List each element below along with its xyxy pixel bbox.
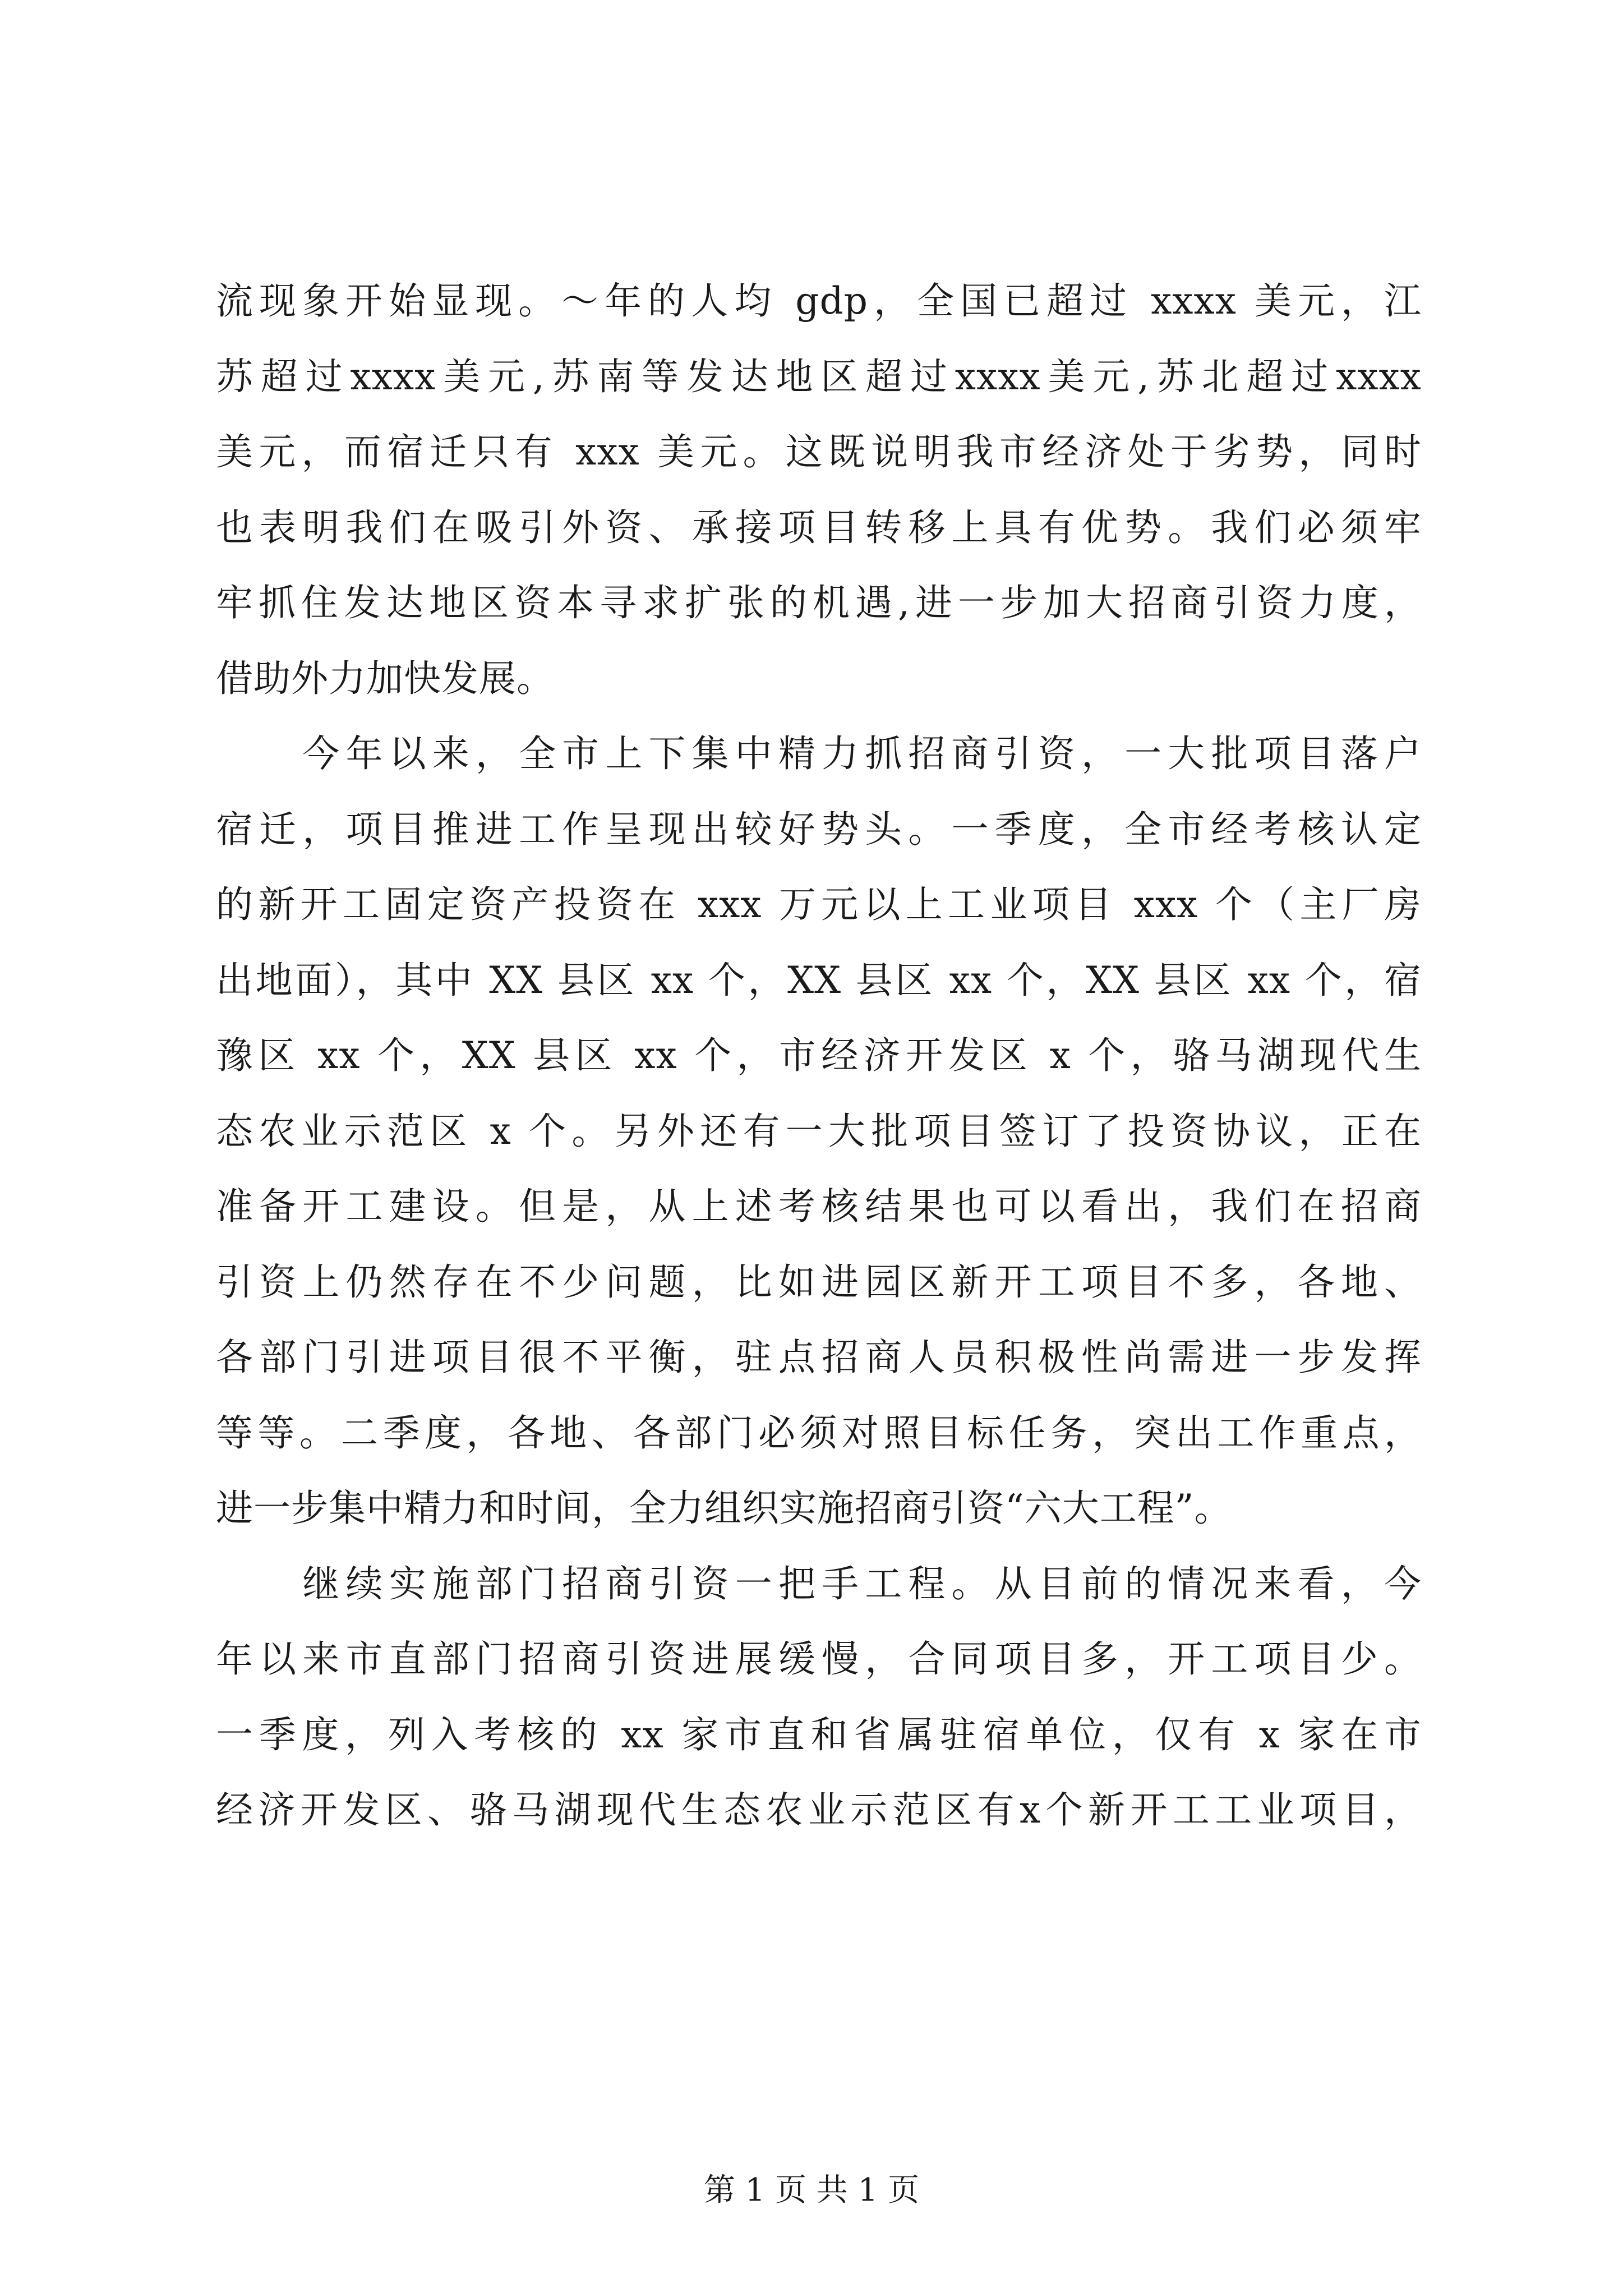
text-line: 一季度，列入考核的 xx 家市直和省属驻宿单位，仅有 x 家在市 <box>216 1713 1422 1756</box>
text-line: 美元，而宿迁只有 xxx 美元。这既说明我市经济处于劣势，同时 <box>216 430 1422 473</box>
text-line: 今年以来，全市上下集中精力抓招商引资，一大批项目落户 <box>216 732 1422 775</box>
text-line: 继续实施部门招商引资一把手工程。从目前的情况来看，今 <box>216 1562 1422 1605</box>
text-line: 宿迁，项目推进工作呈现出较好势头。一季度，全市经考核认定 <box>216 807 1422 851</box>
document-body <box>216 264 1422 1848</box>
text-line: 借助外力加快发展。 <box>216 656 554 700</box>
text-line: 各部门引进项目很不平衡，驻点招商人员积极性尚需进一步发挥 <box>216 1336 1422 1379</box>
text-line: 出地面），其中 XX 县区 xx 个，XX 县区 xx 个，XX 县区 xx 个，宿 <box>216 958 1422 1002</box>
text-line: 引资上仍然存在不少问题，比如进园区新开工项目不多，各地、 <box>216 1260 1422 1304</box>
text-line: 经济开发区、骆马湖现代生态农业示范区有x个新开工工业项目， <box>216 1788 1422 1832</box>
page-number-label: 第 1 页 共 1 页 <box>703 2172 920 2208</box>
text-line: 等等。二季度，各地、各部门必须对照目标任务，突出工作重点， <box>216 1411 1422 1455</box>
text-line: 流现象开始显现。～年的人均 gdp，全国已超过 xxxx 美元，江 <box>216 279 1422 323</box>
text-line: 的新开工固定资产投资在 xxx 万元以上工业项目 xxx 个（主厂房 <box>216 883 1422 926</box>
text-line: 态农业示范区 x 个。另外还有一大批项目签订了投资协议，正在 <box>216 1109 1422 1153</box>
text-line: 也表明我们在吸引外资、承接项目转移上具有优势。我们必须牢 <box>216 505 1422 549</box>
text-line: 苏超过xxxx美元,苏南等发达地区超过xxxx美元,苏北超过xxxx <box>216 355 1422 398</box>
text-line: 牢抓住发达地区资本寻求扩张的机遇,进一步加大招商引资力度， <box>216 581 1422 624</box>
text-line: 准备开工建设。但是，从上述考核结果也可以看出，我们在招商 <box>216 1185 1422 1228</box>
text-line: 年以来市直部门招商引资进展缓慢，合同项目多，开工项目少。 <box>216 1637 1422 1681</box>
page-footer <box>0 2171 1623 2210</box>
text-line: 豫区 xx 个，XX 县区 xx 个，市经济开发区 x 个，骆马湖现代生 <box>216 1034 1422 1077</box>
text-line: 进一步集中精力和时间，全力组织实施招商引资“六大工程”。 <box>216 1487 1232 1530</box>
